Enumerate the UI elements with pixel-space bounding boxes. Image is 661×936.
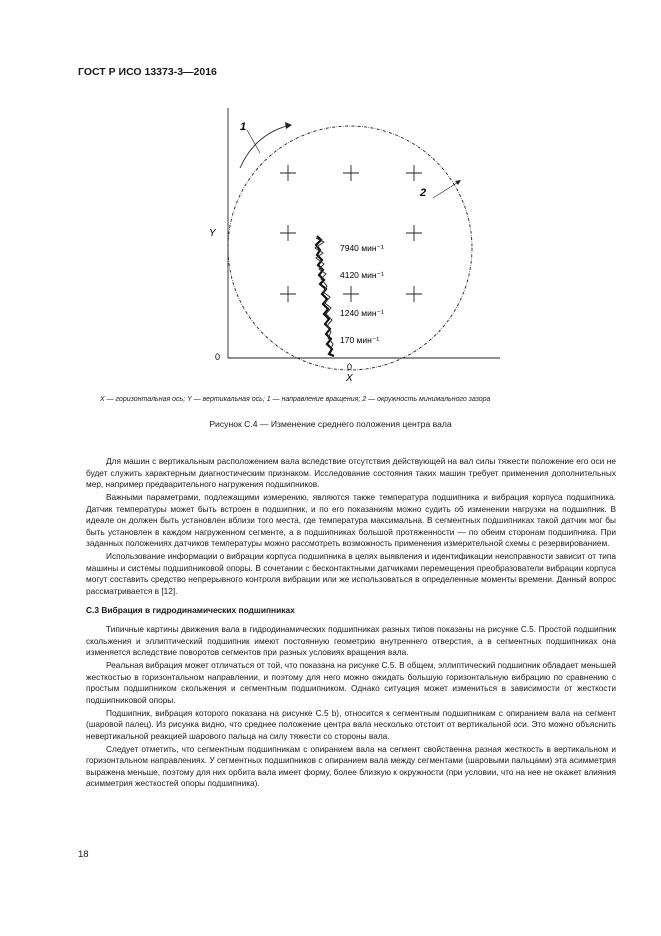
figure-legend: X — горизонтальная ось; Y — вертикальная ось; 1 — направление вращения; 2 — окружность минимального зазора <box>100 396 491 403</box>
paragraph: Подшипник, вибрация которого показана на рисунке С.5 b), относится к сегментным подшипникам с опиранием вала на сегмент (шаровой палец). Из рисунка видно, что среднее положение центра вала несколько отстоит от вертикальной оси. Это можно объяснить невертикальной реакцией шарового пальца на силу тяжести со стороны вала. <box>86 707 616 741</box>
speed-label-1240: 1240 мин⁻¹ <box>340 308 384 318</box>
section-heading: С.3 Вибрация в гидродинамических подшипниках <box>86 604 295 615</box>
paragraph: Важными параметрами, подлежащими измерению, являются также температура подшипника и вибрация корпуса подшипника. Датчик температуры может быть встроен в подшипник, и по его показаниям можно судить об изменении нагрузки на подшипник. В идеале он должен быть установлен вблизи того места, где температура максимальна. В сегментных подшипниках такой датчик мог бы быть установлен в каждом нагруженном сегменте, а в подшипниках большой протяженности — по обеим сторонам подшипника. При заданных положениях датчиков температуры можно рассмотреть возможность применения измерительной схемы с резервированием. <box>86 491 616 549</box>
x-axis-label: X <box>346 373 353 384</box>
document-header: ГОСТ Р ИСО 13373-3—2016 <box>78 66 217 78</box>
speed-label-7940: 7940 мин⁻¹ <box>340 243 384 253</box>
y-zero-label: 0 <box>215 352 221 362</box>
speed-label-4120: 4120 мин⁻¹ <box>340 270 384 280</box>
page-number: 18 <box>78 849 89 860</box>
paragraph: Для машин с вертикальным расположением вала вследствие отсутствия действующей на вал силы тяжести положение его оси не будет служить характерным диагностическим признаком. Исследование состояния таких машин требует применения дополнительных мер, например предварительного нагружения подшипников. <box>86 456 616 490</box>
label-1: 1 <box>240 121 247 133</box>
paragraph: Реальная вибрация может отличаться от той, что показана на рисунке С.5. В общем, эллиптический подшипник обладает меньшей жесткостью в горизонтальном направлении, и поэтому для него можно ожидать большую горизонтальную вибрацию по сравнению с простым подшипником скольжения и сегментным подшипником. Однако ситуация может измениться в зависимости от жесткости подшипниковой опоры. <box>86 660 616 705</box>
paragraph: Типичные картины движения вала в гидродинамических подшипниках разных типов показаны на рисунке С.5. Простой подшипник скольжения и эллиптический подшипник имеют постоянную геометрию внутреннего отверстия, а в сегментных подшипниках она изменяется вследствие поворотов сегментов при разных условиях вращения вала. <box>86 624 616 658</box>
shaft-center-trajectory <box>316 236 334 356</box>
figure-caption: Рисунок С.4 — Изменение среднего положения центра вала <box>209 419 452 429</box>
document-body <box>86 456 616 791</box>
label-2: 2 <box>420 187 427 199</box>
speed-label-170: 170 мин⁻¹ <box>340 335 380 345</box>
paragraph: Использование информации о вибрации корпуса подшипника в целях выявления и идентификации неисправности зависит от типа машины и системы подшипниковой опоры. В сочетании с бесконтактными датчиками перемещения преобразователи вибрации корпуса могут составить средство непрерывного контроля вибрации или же использоваться в определенные моменты времени. Данный вопрос рассматривается в [12]. <box>86 551 616 596</box>
paragraph: Следует отметить, что сегментным подшипникам с опиранием вала на сегмент свойственна разная жесткость в вертикальном и горизонтальном направлениях. У сегментных подшипников с опиранием вала между сегментами (шаровыми пальцами) эта асимметрия выражена меньше, поэтому для них орбита вала имеет форму, более близкую к окружности (при условии, что на нее не окажет влияния асимметрия жесткостей опоры подшипника). <box>86 743 616 789</box>
shaft-center-figure <box>200 108 500 388</box>
x-zero-label: 0 <box>347 362 353 372</box>
grid-crosses <box>280 165 422 302</box>
y-axis-label: Y <box>209 228 216 239</box>
